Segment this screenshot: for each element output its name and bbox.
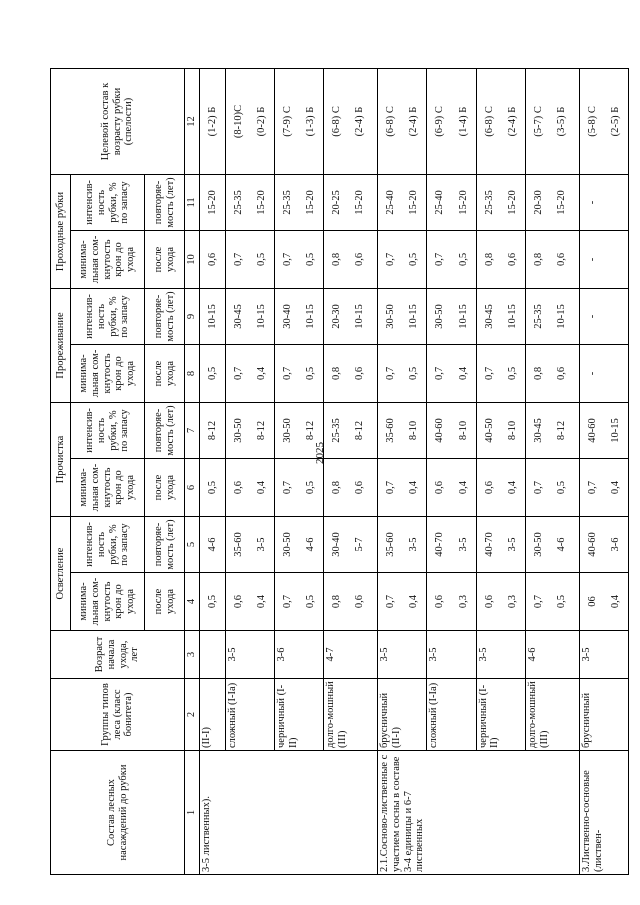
composition-cell: 3-5 лиственных). — [199, 751, 377, 875]
start-age-cell: 3-6 — [275, 631, 324, 679]
value-line: 30-50 — [434, 304, 446, 329]
value-line: 40-70 — [434, 532, 446, 557]
value-line: 3-5 — [408, 537, 420, 552]
header-min-density: минима-льная сом-кнутость крон до ухода — [71, 230, 145, 288]
value-cell — [324, 459, 378, 517]
header-min-density: минима-льная сом-кнутость крон до ухода — [71, 573, 145, 631]
value-line: 0,6 — [232, 594, 244, 609]
value-cell — [275, 288, 324, 344]
forest-group-cell: брусничный — [579, 679, 628, 751]
header-after-care: после ухода — [145, 459, 185, 517]
value-line: 10-15 — [555, 304, 567, 329]
value-line: 0,6 — [483, 480, 495, 495]
value-cell — [427, 230, 476, 288]
value-line: 0,4 — [609, 594, 621, 609]
page-number: 2025 — [314, 442, 326, 464]
value-line: (5-8) С — [586, 106, 598, 137]
forest-group-cell: (II-I) — [199, 679, 225, 751]
value-cell — [525, 174, 579, 230]
value-cell — [199, 573, 225, 631]
value-cell — [225, 459, 274, 517]
value-line: 35-60 — [232, 532, 244, 557]
value-cell — [275, 68, 324, 174]
start-age-cell: 4-7 — [324, 631, 378, 679]
table-row — [199, 68, 225, 874]
forest-group-cell: сложный (I-Ia) — [225, 679, 274, 751]
value-cell — [324, 517, 378, 573]
value-line: 0,6 — [506, 252, 518, 267]
value-cell — [525, 344, 579, 402]
header-repeat: повторяе-мость (лет) — [145, 402, 185, 458]
value-line: 10-15 — [255, 304, 267, 329]
value-line: 0,7 — [532, 594, 544, 609]
value-cell — [427, 517, 476, 573]
value-line: 0,5 — [255, 252, 267, 267]
value-line: 0,8 — [532, 252, 544, 267]
value-cell — [378, 230, 427, 288]
forest-group-cell: черничный (I-II) — [476, 679, 525, 751]
value-line: 0,8 — [483, 252, 495, 267]
value-line: 0,6 — [354, 366, 366, 381]
value-line: 0,7 — [282, 594, 294, 609]
value-line: 0,5 — [206, 366, 218, 381]
value-cell — [275, 344, 324, 402]
value-cell — [476, 573, 525, 631]
value-cell — [225, 517, 274, 573]
value-line: 0,5 — [555, 480, 567, 495]
header-repeat: повторяе-мость (лет) — [145, 174, 185, 230]
value-line: 0,4 — [457, 366, 469, 381]
value-cell — [427, 459, 476, 517]
start-age-cell: 4-6 — [525, 631, 579, 679]
value-cell — [525, 288, 579, 344]
start-age-cell: 3-5 — [378, 631, 427, 679]
value-cell — [427, 573, 476, 631]
value-line: 25-40 — [434, 190, 446, 215]
value-cell — [579, 68, 628, 174]
value-line: 0,5 — [408, 252, 420, 267]
value-line: 25-35 — [483, 190, 495, 215]
value-cell — [199, 459, 225, 517]
value-line: 0,3 — [457, 594, 469, 609]
value-line: 4-6 — [305, 537, 317, 552]
header-after-care: после ухода — [145, 573, 185, 631]
forest-group-cell: сложный (I-Ia) — [427, 679, 476, 751]
forest-group-cell: долго-мошный (III) — [525, 679, 579, 751]
value-line: 0,4 — [408, 594, 420, 609]
value-line: 15-20 — [305, 190, 317, 215]
start-age-cell: 3-5 — [225, 631, 274, 679]
value-cell — [378, 402, 427, 458]
value-line: (8-10)С — [232, 104, 244, 139]
header-composition: Состав лесных насаждений до рубки — [51, 751, 185, 875]
value-line: 35-60 — [385, 532, 397, 557]
header-after-care: после ухода — [145, 230, 185, 288]
value-line: 0,4 — [255, 594, 267, 609]
value-cell — [199, 344, 225, 402]
value-line: 0,7 — [232, 366, 244, 381]
value-line: 0,5 — [305, 366, 317, 381]
column-number: 12 — [185, 68, 200, 174]
value-line: (6-8) С — [483, 106, 495, 137]
value-cell — [199, 230, 225, 288]
value-line: 25-35 — [232, 190, 244, 215]
value-line: 8-12 — [255, 420, 267, 441]
value-line: (1-2) Б — [206, 106, 218, 137]
value-line: 30-40 — [282, 304, 294, 329]
value-line: 0,8 — [532, 366, 544, 381]
header-intensity: интенсив-ность рубки, % по запасу — [71, 174, 145, 230]
value-line: 0,4 — [457, 480, 469, 495]
value-line: 0,7 — [483, 366, 495, 381]
value-cell — [579, 230, 628, 288]
value-line: 25-35 — [532, 304, 544, 329]
value-line: 30-50 — [232, 418, 244, 443]
value-line: 0,5 — [506, 366, 518, 381]
value-line: 0,8 — [331, 366, 343, 381]
forest-group-cell: долго-мошный (III) — [324, 679, 378, 751]
value-line: 0,7 — [282, 252, 294, 267]
value-cell — [324, 402, 378, 458]
value-line: 0,8 — [331, 594, 343, 609]
value-cell — [324, 174, 378, 230]
value-line: 10-15 — [354, 304, 366, 329]
value-line: 30-45 — [232, 304, 244, 329]
column-number: 6 — [185, 459, 200, 517]
value-line: 0,5 — [206, 594, 218, 609]
value-cell — [476, 459, 525, 517]
value-cell — [378, 459, 427, 517]
value-line: 20-25 — [331, 190, 343, 215]
header-group-clearing: Осветление — [51, 517, 71, 631]
value-line: 0,4 — [506, 480, 518, 495]
value-line: 0,5 — [206, 480, 218, 495]
value-line: 30-50 — [282, 532, 294, 557]
value-line: 0,4 — [408, 480, 420, 495]
value-line: 0,5 — [457, 252, 469, 267]
value-cell — [476, 402, 525, 458]
value-line: (2-4) Б — [354, 106, 366, 137]
value-cell — [525, 68, 579, 174]
value-line: 3-5 — [506, 537, 518, 552]
value-line: 30-50 — [282, 418, 294, 443]
value-line: 0,7 — [282, 366, 294, 381]
column-number: 11 — [185, 174, 200, 230]
value-line: 06 — [586, 596, 598, 607]
value-line: (6-9) С — [434, 106, 446, 137]
value-line: 10-15 — [206, 304, 218, 329]
header-target: Целевой состав к возрасту рубки (спелости) — [51, 68, 185, 174]
value-line: 30-45 — [532, 418, 544, 443]
column-number: 2 — [185, 679, 200, 751]
value-cell — [579, 517, 628, 573]
value-line: 8-12 — [305, 420, 317, 441]
value-cell — [579, 402, 628, 458]
value-line: 25-40 — [385, 190, 397, 215]
column-number: 1 — [185, 751, 200, 875]
start-age-cell — [199, 631, 225, 679]
value-cell — [324, 288, 378, 344]
value-cell — [275, 459, 324, 517]
value-cell — [225, 230, 274, 288]
value-cell — [225, 573, 274, 631]
value-cell — [275, 402, 324, 458]
value-line: 0,8 — [331, 480, 343, 495]
value-line: 25-35 — [282, 190, 294, 215]
value-line: 8-10 — [457, 420, 469, 441]
header-intensity: интенсив-ность рубки, % по запасу — [71, 517, 145, 573]
value-line: 30-50 — [385, 304, 397, 329]
value-line: 40-60 — [434, 418, 446, 443]
header-min-density: минима-льная сом-кнутость крон до ухода — [71, 459, 145, 517]
value-cell — [427, 344, 476, 402]
header-min-density: минима-льная сом-кнутость крон до ухода — [71, 344, 145, 402]
header-repeat: повторяе-мость (лет) — [145, 517, 185, 573]
value-line: 40-60 — [586, 532, 598, 557]
value-cell — [525, 517, 579, 573]
value-cell — [275, 517, 324, 573]
value-cell — [476, 344, 525, 402]
column-number: 3 — [185, 631, 200, 679]
value-cell — [225, 402, 274, 458]
value-line: 8-10 — [506, 420, 518, 441]
value-line: 0,6 — [434, 594, 446, 609]
value-line: 0,5 — [555, 594, 567, 609]
value-line: 10-15 — [506, 304, 518, 329]
value-line: 30-40 — [331, 532, 343, 557]
header-forest-groups: Группы типов леса (класс бонитета) — [51, 679, 185, 751]
value-line: 0,6 — [555, 366, 567, 381]
value-cell — [525, 459, 579, 517]
value-line: 15-20 — [506, 190, 518, 215]
value-cell — [275, 230, 324, 288]
header-group-passing: Проходные рубки — [51, 174, 71, 288]
value-line: 0,7 — [385, 366, 397, 381]
value-line: 0,7 — [385, 480, 397, 495]
value-line: 0,6 — [555, 252, 567, 267]
value-line: 0,5 — [305, 252, 317, 267]
value-line: 0,6 — [354, 480, 366, 495]
value-cell — [579, 174, 628, 230]
value-line: 8-12 — [555, 420, 567, 441]
value-line: 15-20 — [206, 190, 218, 215]
value-line: 0,6 — [483, 594, 495, 609]
value-cell — [476, 288, 525, 344]
value-cell — [199, 174, 225, 230]
value-cell — [427, 402, 476, 458]
value-line: 10-15 — [609, 418, 621, 443]
value-cell — [378, 573, 427, 631]
value-cell — [579, 573, 628, 631]
composition-cell: 2.1.Сосново-лиственные с участием сосны в составе 3-4 единицы и 6-7 лиственных — [378, 751, 580, 875]
value-line: 0,7 — [385, 252, 397, 267]
value-line: 3-6 — [609, 537, 621, 552]
value-line: 20-30 — [331, 304, 343, 329]
value-line: 0,6 — [206, 252, 218, 267]
value-line: (6-8) С — [385, 106, 397, 137]
value-cell — [225, 288, 274, 344]
rotated-table-container — [50, 69, 621, 875]
value-line: 8-10 — [408, 420, 420, 441]
forest-group-cell: брусничный (II-I) — [378, 679, 427, 751]
value-line: 40-70 — [483, 532, 495, 557]
value-cell — [324, 573, 378, 631]
value-line: 15-20 — [408, 190, 420, 215]
value-line: 10-15 — [305, 304, 317, 329]
header-group-cleaning: Прочистка — [51, 402, 71, 516]
value-line: 0,3 — [506, 594, 518, 609]
value-line: 0,4 — [609, 480, 621, 495]
value-line: 0,7 — [232, 252, 244, 267]
value-line: 0,7 — [385, 594, 397, 609]
table-row — [579, 68, 628, 874]
value-line: 4-6 — [206, 537, 218, 552]
value-line: 0,6 — [434, 480, 446, 495]
value-cell — [476, 230, 525, 288]
value-line: 3-5 — [457, 537, 469, 552]
value-cell — [476, 517, 525, 573]
value-line: 0,7 — [434, 366, 446, 381]
value-line: 30-50 — [532, 532, 544, 557]
table-body — [199, 68, 628, 874]
value-line: 10-15 — [457, 304, 469, 329]
value-line: 30-45 — [483, 304, 495, 329]
value-line: 25-35 — [331, 418, 343, 443]
value-line: 0,5 — [305, 480, 317, 495]
value-line: (2-4) Б — [506, 106, 518, 137]
column-number: 5 — [185, 517, 200, 573]
start-age-cell: 3-5 — [476, 631, 525, 679]
column-number: 10 — [185, 230, 200, 288]
value-line: 5-7 — [354, 537, 366, 552]
value-line: (3-5) Б — [555, 106, 567, 137]
value-cell — [476, 68, 525, 174]
header-after-care: после ухода — [145, 344, 185, 402]
value-line: - — [586, 371, 598, 376]
value-line: 0,5 — [408, 366, 420, 381]
value-line: 15-20 — [255, 190, 267, 215]
value-cell — [427, 174, 476, 230]
value-cell — [225, 174, 274, 230]
column-number: 9 — [185, 288, 200, 344]
value-cell — [525, 573, 579, 631]
header-group-thinning: Прореживание — [51, 288, 71, 402]
value-line: 20-30 — [532, 190, 544, 215]
value-line: 0,7 — [532, 480, 544, 495]
column-number: 8 — [185, 344, 200, 402]
start-age-cell: 3-5 — [579, 631, 628, 679]
table-row — [378, 68, 427, 874]
value-line: (7-9) С — [282, 106, 294, 137]
value-cell — [324, 68, 378, 174]
value-line: (2-5) Б — [609, 106, 621, 137]
value-line: 40-60 — [586, 418, 598, 443]
value-line: 15-20 — [354, 190, 366, 215]
value-line: 15-20 — [555, 190, 567, 215]
header-start-age: Возраст начала ухода, лет — [51, 631, 185, 679]
value-cell — [378, 344, 427, 402]
value-line: - — [586, 257, 598, 262]
value-line: 8-12 — [354, 420, 366, 441]
value-cell — [324, 344, 378, 402]
value-cell — [476, 174, 525, 230]
value-line: 0,5 — [305, 594, 317, 609]
value-line: 0,7 — [586, 480, 598, 495]
value-line: 0,6 — [232, 480, 244, 495]
value-line: 4-6 — [555, 537, 567, 552]
value-line: 0,7 — [434, 252, 446, 267]
value-cell — [275, 174, 324, 230]
header-intensity: интенсив-ность рубки, % по запасу — [71, 402, 145, 458]
header-repeat: повторяе-мость (лет) — [145, 288, 185, 344]
composition-cell: 3.Лиственно-сосновые (листвен- — [579, 751, 628, 875]
column-number: 7 — [185, 402, 200, 458]
value-cell — [225, 68, 274, 174]
care-cuttings-table — [50, 68, 629, 875]
value-cell — [225, 344, 274, 402]
value-cell — [378, 174, 427, 230]
value-cell — [378, 517, 427, 573]
value-line: 40-50 — [483, 418, 495, 443]
value-cell — [525, 230, 579, 288]
value-line: 0,8 — [331, 252, 343, 267]
value-cell — [579, 459, 628, 517]
value-cell — [427, 288, 476, 344]
value-line: 0,7 — [282, 480, 294, 495]
value-line: (0-2) Б — [255, 106, 267, 137]
value-line: (1-4) Б — [457, 106, 469, 137]
value-cell — [275, 573, 324, 631]
value-line: (6-8) С — [331, 106, 343, 137]
value-cell — [324, 230, 378, 288]
value-line: (2-4) Б — [408, 106, 420, 137]
value-line: 3-5 — [255, 537, 267, 552]
value-line: 10-15 — [408, 304, 420, 329]
value-cell — [378, 288, 427, 344]
value-line: 0,6 — [354, 594, 366, 609]
value-cell — [199, 517, 225, 573]
value-line: 35-60 — [385, 418, 397, 443]
value-cell — [525, 402, 579, 458]
value-cell — [199, 402, 225, 458]
value-line: 0,6 — [354, 252, 366, 267]
value-cell — [199, 68, 225, 174]
value-cell — [378, 68, 427, 174]
value-line: 15-20 — [457, 190, 469, 215]
column-number: 4 — [185, 573, 200, 631]
value-cell — [427, 68, 476, 174]
forest-group-cell: черничный (I-II) — [275, 679, 324, 751]
value-line: - — [586, 200, 598, 205]
value-line: (5-7) С — [532, 106, 544, 137]
value-line: 8-12 — [206, 420, 218, 441]
value-line: 0,4 — [255, 366, 267, 381]
value-line: (1-3) Б — [305, 106, 317, 137]
header-intensity: интенсив-ность рубки, % по запасу — [71, 288, 145, 344]
start-age-cell: 3-5 — [427, 631, 476, 679]
value-cell — [579, 344, 628, 402]
value-line: - — [586, 314, 598, 319]
value-cell — [199, 288, 225, 344]
value-cell — [579, 288, 628, 344]
value-line: 0,4 — [255, 480, 267, 495]
